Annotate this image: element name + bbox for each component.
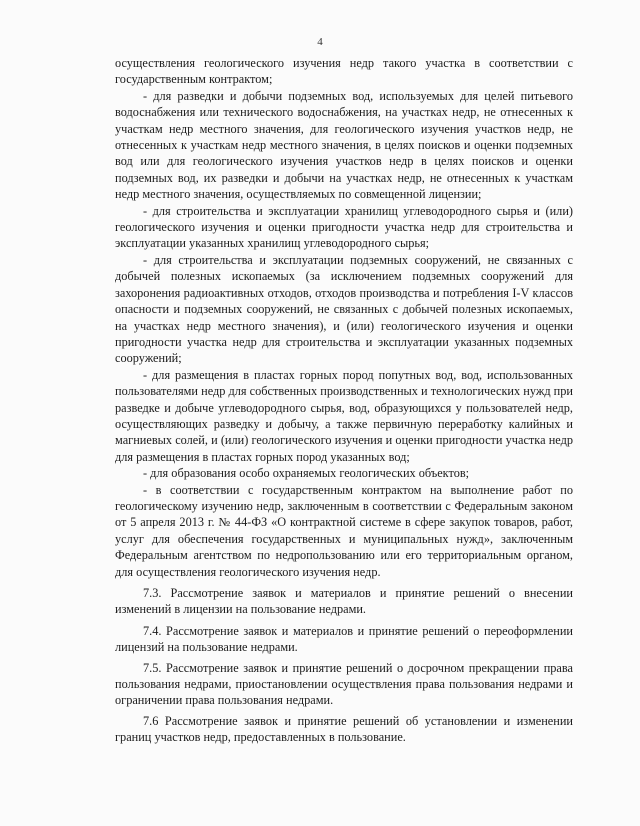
section-7-5: 7.5. Рассмотрение заявок и принятие решений о досрочном прекращении права пользования недрами, приостановлении осуществления права пользования недрами и ограничении права пользования недрами. <box>115 660 573 708</box>
list-item-protected-objects: - для образования особо охраняемых геологических объектов; <box>143 466 470 481</box>
section-7-4: 7.4. Рассмотрение заявок и материалов и принятие решений о переоформлении лицензий на пользование недрами. <box>115 623 573 655</box>
list-item-groundwater: - для разведки и добычи подземных вод, используемых для целей питьевого водоснабжения или технического водоснабжения, на участках недр, не отнесенных к участкам недр местного значения, для геологического изучения участков недр, не отнесенных к участкам недр местного значения, в целях поисков и оценки подземных вод или для геологического изучения участков недр в целях поисков и оценки подземных вод, их разведки и добычи на участках недр, не отнесенных к участкам недр местного значения, осуществляемых по совмещенной лицензии; <box>115 88 573 202</box>
paragraph-continuation: осуществления геологического изучения недр такого участка в соответствии с государственным контрактом; <box>115 56 573 87</box>
list-item-hydrocarbon-storage: - для строительства и эксплуатации хранилищ углеводородного сырья и (или) геологического изучения и оценки пригодности участка недр для строительства и эксплуатации указанных хранилищ углеводородного сырья; <box>115 203 573 251</box>
section-7-6: 7.6 Рассмотрение заявок и принятие решений об установлении и изменении границ участков недр, предоставленных в пользование. <box>115 713 573 745</box>
list-item-underground-structures: - для строительства и эксплуатации подземных сооружений, не связанных с добычей полезных ископаемых (за исключением подземных сооружений для захоронения радиоактивных отходов, отходов производства и потребления I-V классов опасности и подземных сооружений, не связанных с добычей полезных ископаемых, на участках недр местного значения), и (или) геологического изучения и оценки пригодности участка недр для строительства и эксплуатации указанных подземных сооружений; <box>115 252 573 366</box>
list-item-state-contract: - в соответствии с государственным контрактом на выполнение работ по геологическому изучению недр, заключенным в соответствии с Федеральным законом от 5 апреля 2013 г. № 44-ФЗ «О контрактной системе в сфере закупок товаров, работ, услуг для обеспечения государственных и муниципальных нужд», заключенным Федеральным агентством по недропользованию или его территориальным органом, для осуществления геологического изучения недр. <box>115 482 573 579</box>
section-7-3: 7.3. Рассмотрение заявок и материалов и принятие решений о внесении изменений в лицензии на пользование недрами. <box>115 586 573 617</box>
list-item-associated-water: - для размещения в пластах горных пород попутных вод, вод, использованных пользователями недр для собственных производственных и технологических нужд при разведке и добыче углеводородного сырья, вод, образующихся у пользователей недр, осуществляющих разведку и добычу, а также первичную переработку калийных и магниевых солей, и (или) геологического изучения и оценки пригодности участка недр для размещения в пластах горных пород указанных вод; <box>115 367 573 464</box>
page-number: 4 <box>317 36 323 48</box>
document-body <box>115 55 573 746</box>
